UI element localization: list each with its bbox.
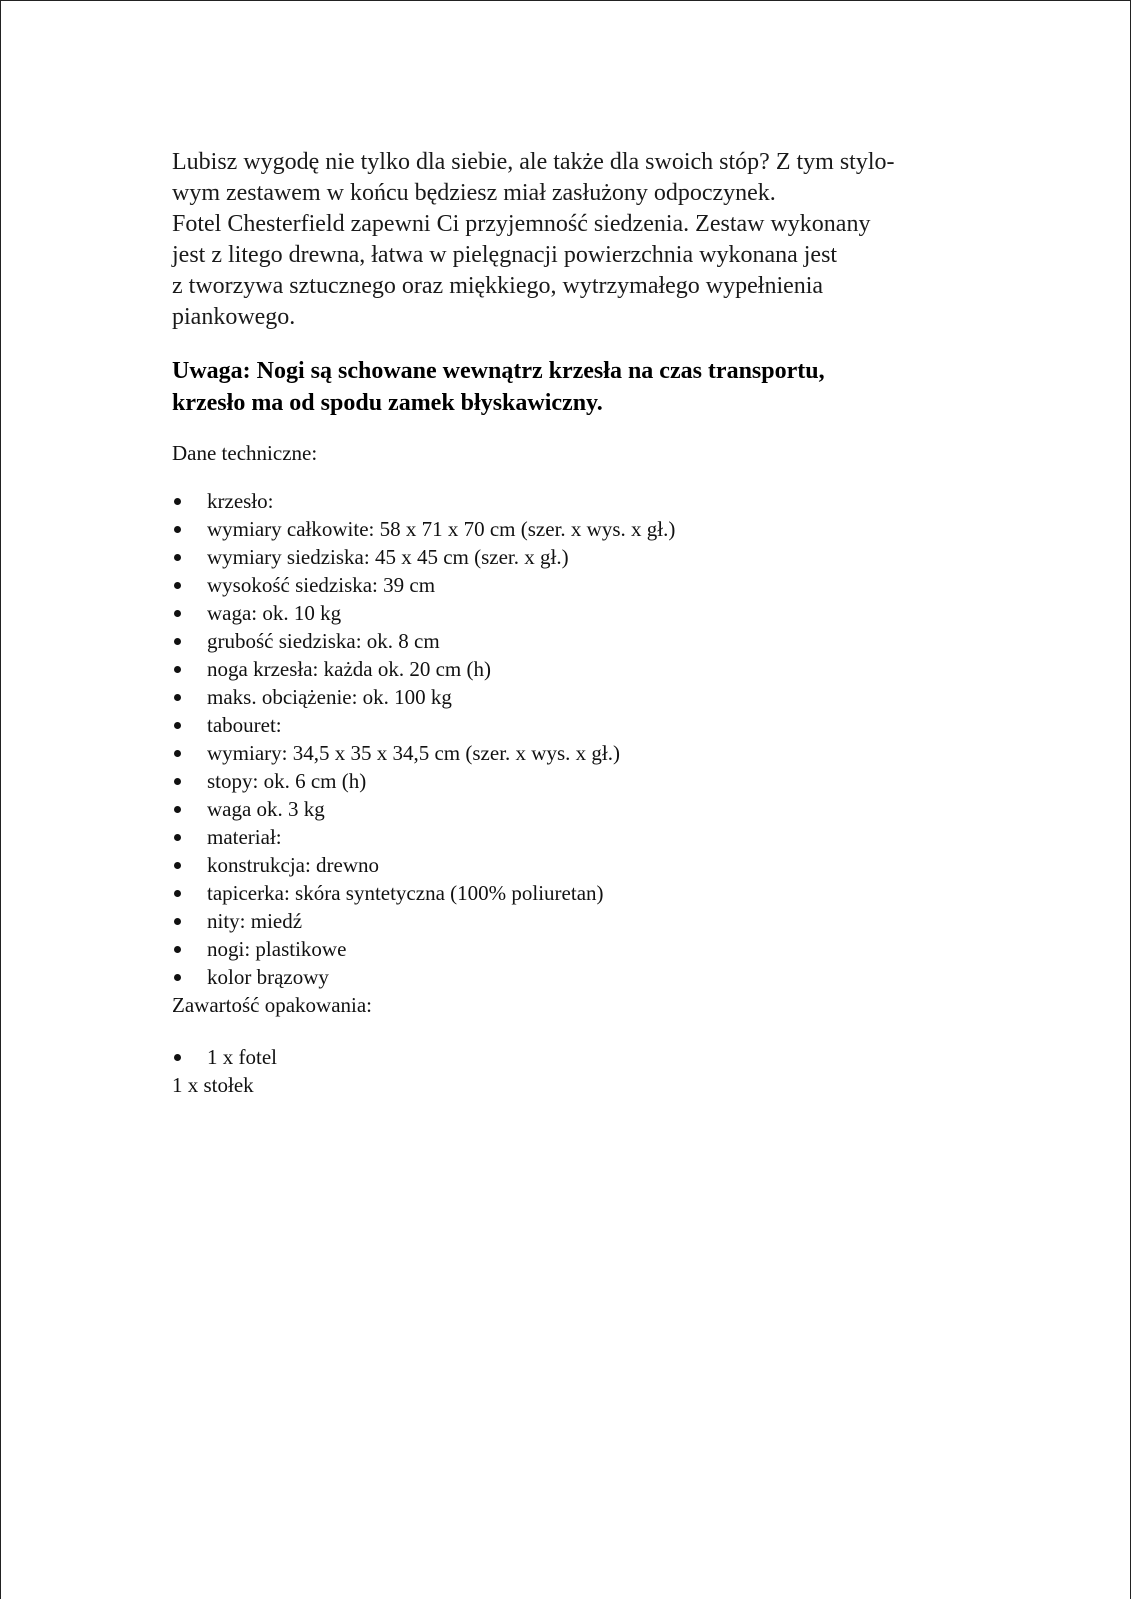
spec-item (172, 571, 972, 599)
spec-item (172, 487, 972, 515)
intro-line: Fotel Chesterfield zapewni Ci przyjemność siedzenia. Zestaw wykonany (172, 211, 871, 237)
bullet-icon (174, 946, 181, 953)
spec-item-text: krzesło: (207, 489, 274, 513)
spec-item (172, 795, 972, 823)
spec-item-text: wysokość siedziska: 39 cm (207, 573, 436, 597)
package-item-text: 1 x fotel (207, 1045, 277, 1069)
bullet-icon (174, 582, 181, 589)
bullet-icon (174, 610, 181, 617)
spec-item (172, 739, 972, 767)
package-contents-heading: Zawartość opakowania: (172, 993, 373, 1017)
spec-item (172, 655, 972, 683)
bullet-icon (174, 722, 181, 729)
bullet-icon (174, 778, 181, 785)
intro-line: jest z litego drewna, łatwa w pielęgnacji powierzchnia wykonana jest (172, 242, 838, 268)
spec-item (172, 823, 972, 851)
tech-specs-list (172, 487, 972, 991)
intro-line: Lubisz wygodę nie tylko dla siebie, ale także dla swoich stóp? Z tym stylo- (172, 149, 895, 175)
notice-line: krzesło ma od spodu zamek błyskawiczny. (172, 390, 603, 416)
spec-item (172, 907, 972, 935)
spec-item-text: tapicerka: skóra syntetyczna (100% poliuretan) (207, 881, 604, 905)
spec-item (172, 515, 972, 543)
spec-item-text: noga krzesła: każda ok. 20 cm (h) (207, 657, 491, 681)
bullet-icon (174, 750, 181, 757)
intro-line: wym zestawem w końcu będziesz miał zasłużony odpoczynek. (172, 180, 776, 206)
spec-item-text: wymiary: 34,5 x 35 x 34,5 cm (szer. x wys. x gł.) (207, 741, 620, 765)
tech-specs-heading: Dane techniczne: (172, 441, 318, 465)
spec-item (172, 851, 972, 879)
spec-item (172, 935, 972, 963)
bullet-icon (174, 666, 181, 673)
spec-item-text: kolor brązowy (207, 965, 329, 989)
notice-line: Uwaga: Nogi są schowane wewnątrz krzesła na czas transportu, (172, 358, 825, 384)
package-item (172, 1043, 972, 1071)
spec-item-text: konstrukcja: drewno (207, 853, 380, 877)
transport-notice (172, 355, 972, 419)
intro-paragraph (172, 147, 972, 333)
bullet-icon (174, 498, 181, 505)
bullet-icon (174, 974, 181, 981)
package-extra-line: 1 x stołek (172, 1073, 254, 1097)
bullet-icon (174, 862, 181, 869)
bullet-icon (174, 1054, 181, 1061)
bullet-icon (174, 526, 181, 533)
intro-line: z tworzywa sztucznego oraz miękkiego, wytrzymałego wypełnienia (172, 273, 824, 299)
spec-item (172, 711, 972, 739)
spec-item (172, 599, 972, 627)
spec-item (172, 963, 972, 991)
spec-item-text: tabouret: (207, 713, 282, 737)
spec-item-text: grubość siedziska: ok. 8 cm (207, 629, 440, 653)
bullet-icon (174, 918, 181, 925)
bullet-icon (174, 554, 181, 561)
bullet-icon (174, 890, 181, 897)
document-body (172, 147, 972, 1099)
spec-item (172, 543, 972, 571)
spec-item-text: materiał: (207, 825, 282, 849)
spec-item (172, 627, 972, 655)
intro-line: piankowego. (172, 304, 296, 330)
bullet-icon (174, 806, 181, 813)
bullet-icon (174, 638, 181, 645)
bullet-icon (174, 694, 181, 701)
bullet-icon (174, 834, 181, 841)
spec-item (172, 767, 972, 795)
spec-item-text: stopy: ok. 6 cm (h) (207, 769, 367, 793)
spec-item-text: maks. obciążenie: ok. 100 kg (207, 685, 452, 709)
spec-item-text: nogi: plastikowe (207, 937, 347, 961)
spec-item-text: nity: miedź (207, 909, 303, 933)
spec-item (172, 683, 972, 711)
spec-item-text: waga: ok. 10 kg (207, 601, 342, 625)
spec-item-text: wymiary siedziska: 45 x 45 cm (szer. x gł.) (207, 545, 569, 569)
spec-item-text: wymiary całkowite: 58 x 71 x 70 cm (szer. x wys. x gł.) (207, 517, 676, 541)
spec-item-text: waga ok. 3 kg (207, 797, 325, 821)
package-contents-list (172, 1043, 972, 1071)
spec-item (172, 879, 972, 907)
